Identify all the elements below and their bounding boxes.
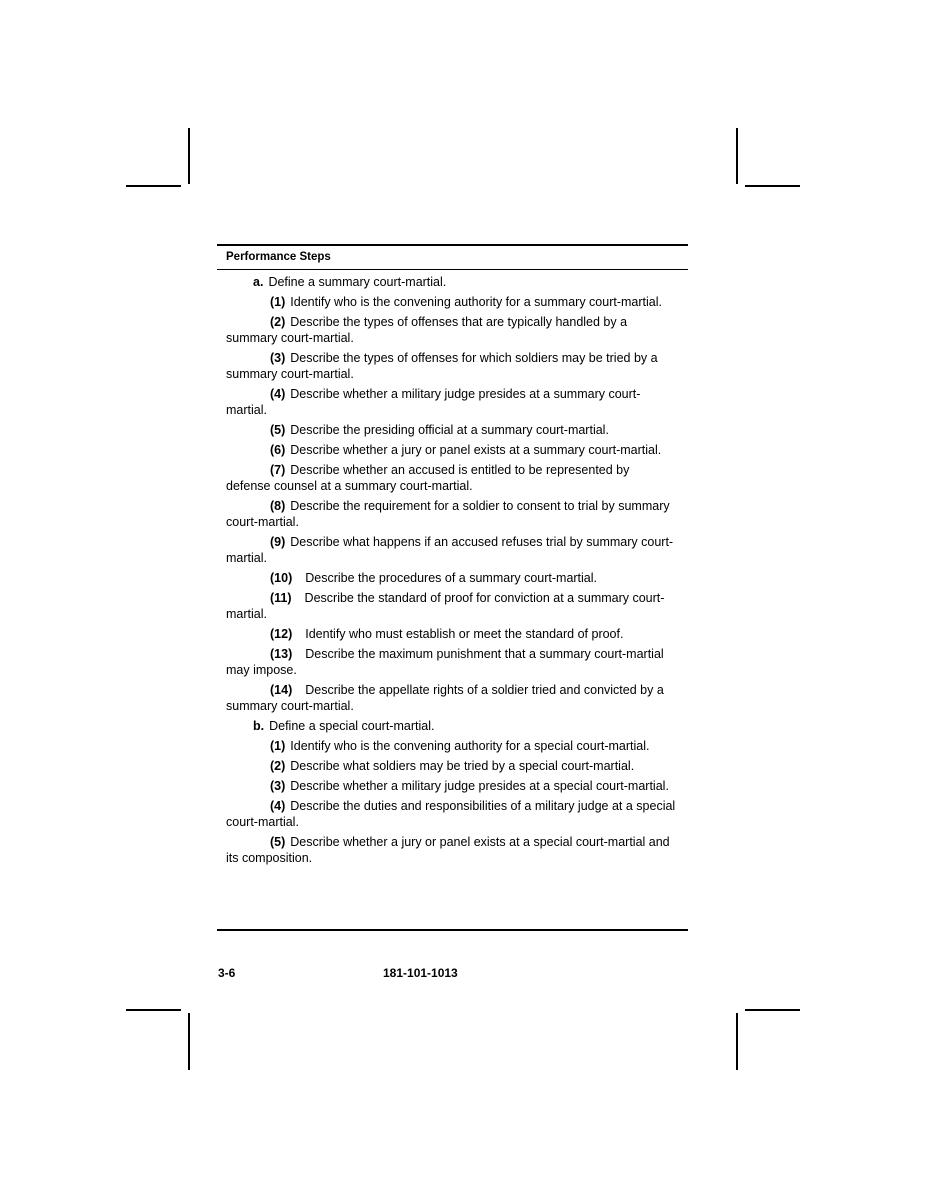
step-text: Describe the duties and responsibilities of a military judge at a special court-martial. xyxy=(226,799,676,829)
step-item xyxy=(226,534,676,566)
step-number: (12) xyxy=(270,627,293,641)
page-number: 3-6 xyxy=(218,966,236,980)
step-number: (5) xyxy=(270,423,286,437)
step-text: Describe the appellate rights of a soldier tried and convicted by a summary court-martial. xyxy=(226,683,664,713)
step-item xyxy=(226,682,676,714)
crop-mark-top-left-horizontal xyxy=(126,185,181,187)
step-text: Describe the presiding official at a summary court-martial. xyxy=(290,423,609,437)
step-number: (8) xyxy=(270,499,286,513)
crop-mark-bottom-left-horizontal xyxy=(126,1009,181,1011)
step-number: (10) xyxy=(270,571,293,585)
step-item xyxy=(226,498,676,530)
crop-mark-top-right-horizontal xyxy=(745,185,800,187)
step-item xyxy=(226,834,676,866)
crop-mark-top-left-vertical xyxy=(188,128,190,184)
step-text: Describe the types of offenses that are typically handled by a summary court-martial. xyxy=(226,315,628,345)
steps-list xyxy=(226,274,676,870)
step-text: Identify who must establish or meet the standard of proof. xyxy=(305,627,624,641)
step-text: Define a summary court-martial. xyxy=(268,275,447,289)
step-item xyxy=(226,590,676,622)
step-text: Describe whether an accused is entitled to be represented by defense counsel at a summary court-martial. xyxy=(226,463,630,493)
step-number: (3) xyxy=(270,351,286,365)
step-number: (11) xyxy=(270,591,292,605)
top-rule xyxy=(217,244,688,246)
header-rule xyxy=(217,269,688,270)
step-number: b. xyxy=(253,719,265,733)
step-text: Define a special court-martial. xyxy=(269,719,435,733)
step-text: Describe whether a military judge presides at a special court-martial. xyxy=(290,779,669,793)
step-number: (2) xyxy=(270,315,286,329)
step-item xyxy=(226,738,676,754)
step-item xyxy=(226,570,676,586)
step-item xyxy=(226,442,676,458)
step-number: (1) xyxy=(270,295,286,309)
step-text: Describe the standard of proof for conviction at a summary court-martial. xyxy=(226,591,665,621)
step-text: Identify who is the convening authority for a summary court-martial. xyxy=(290,295,662,309)
step-item xyxy=(226,758,676,774)
step-item xyxy=(226,274,676,290)
crop-mark-bottom-right-horizontal xyxy=(745,1009,800,1011)
step-text: Describe the maximum punishment that a summary court-martial may impose. xyxy=(226,647,664,677)
step-text: Describe whether a military judge presides at a summary court-martial. xyxy=(226,387,641,417)
step-item xyxy=(226,422,676,438)
step-number: (6) xyxy=(270,443,286,457)
step-number: (7) xyxy=(270,463,286,477)
step-item xyxy=(226,386,676,418)
step-item xyxy=(226,646,676,678)
step-number: (3) xyxy=(270,779,286,793)
step-number: (5) xyxy=(270,835,286,849)
step-number: a. xyxy=(253,275,264,289)
step-number: (13) xyxy=(270,647,293,661)
step-number: (14) xyxy=(270,683,293,697)
crop-mark-top-right-vertical xyxy=(736,128,738,184)
step-text: Describe the types of offenses for which soldiers may be tried by a summary court-martial. xyxy=(226,351,658,381)
step-text: Describe whether a jury or panel exists at a special court-martial and its composition. xyxy=(226,835,670,865)
crop-mark-bottom-left-vertical xyxy=(188,1013,190,1070)
step-number: (4) xyxy=(270,387,286,401)
document-code: 181-101-1013 xyxy=(383,966,458,980)
step-text: Describe what soldiers may be tried by a special court-martial. xyxy=(290,759,635,773)
step-text: Describe the procedures of a summary court-martial. xyxy=(305,571,598,585)
step-number: (4) xyxy=(270,799,286,813)
step-item xyxy=(226,778,676,794)
step-number: (2) xyxy=(270,759,286,773)
step-item xyxy=(226,718,676,734)
section-header: Performance Steps xyxy=(226,251,331,263)
crop-mark-bottom-right-vertical xyxy=(736,1013,738,1070)
step-item xyxy=(226,294,676,310)
step-text: Describe what happens if an accused refuses trial by summary court-martial. xyxy=(226,535,674,565)
step-text: Describe whether a jury or panel exists at a summary court-martial. xyxy=(290,443,662,457)
step-number: (9) xyxy=(270,535,286,549)
step-item xyxy=(226,314,676,346)
step-item xyxy=(226,626,676,642)
bottom-rule xyxy=(217,929,688,931)
step-item xyxy=(226,798,676,830)
step-number: (1) xyxy=(270,739,286,753)
step-text: Describe the requirement for a soldier to consent to trial by summary court-martial. xyxy=(226,499,670,529)
step-item xyxy=(226,462,676,494)
step-text: Identify who is the convening authority for a special court-martial. xyxy=(290,739,650,753)
step-item xyxy=(226,350,676,382)
